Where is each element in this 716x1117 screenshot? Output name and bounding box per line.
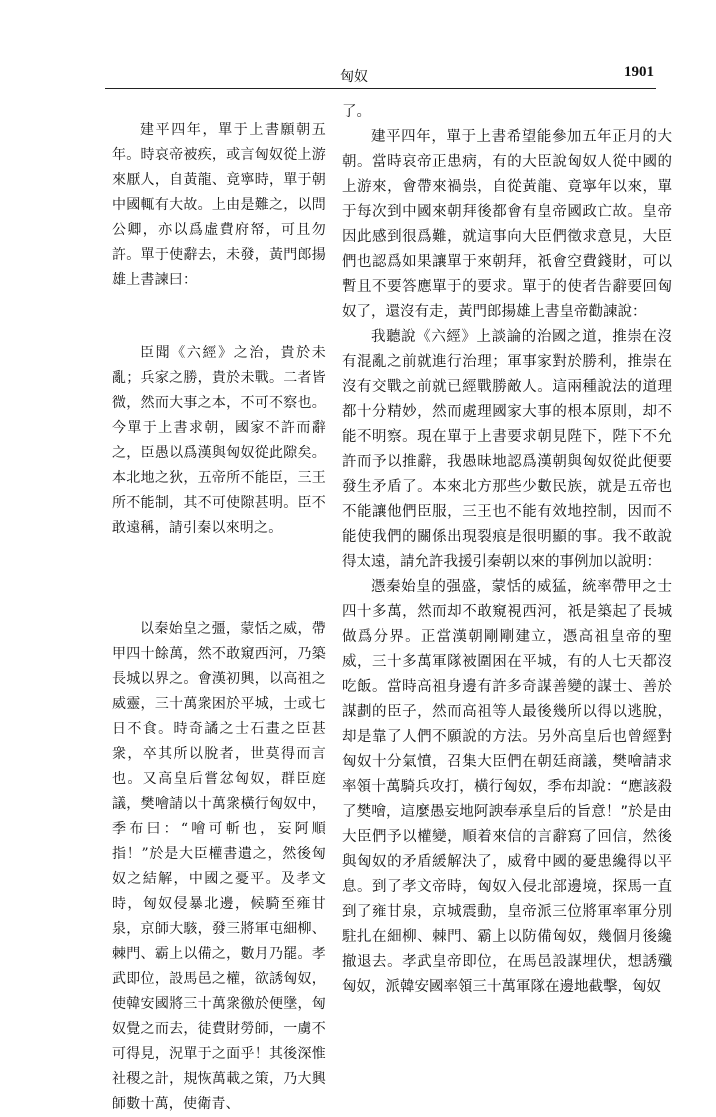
page-number: 1901 xyxy=(624,64,654,80)
running-head-title: 匈奴 xyxy=(340,69,368,85)
classical-text-column xyxy=(112,118,326,1117)
classical-paragraph-1: 建平四年，單于上書願朝五年。時哀帝被疾，或言匈奴從上游來厭人，自黃龍、竟寧時，單于朝中國輒有大故。上由是難之，以問公卿，亦以爲虛費府帑，可且勿許。單于使辭去，未發，黃門郎揚雄上書諫曰： xyxy=(112,122,326,288)
classical-paragraph-3: 以秦始皇之彊，蒙恬之威，帶甲四十餘萬，然不敢窺西河，乃築長城以界之。會漢初興，以高祖之威靈，三十萬衆困於平城，士或七日不食。時奇譎之士石畫之臣甚衆，卒其所以脫者，世莫得而言也。又高皇后嘗忿匈奴，群臣庭議，樊噲請以十萬衆橫行匈奴中，季布曰：“噲可斬也，妄阿順指！”於是大臣權書遺之，然後匈奴之結解，中國之憂平。及孝文時，匈奴侵暴北邊，候騎至雍甘泉，京師大駭，發三將軍屯細柳、棘門、霸上以備之，數月乃罷。孝武即位，設馬邑之權，欲誘匈奴，使韓安國將三十萬衆徼於便墬，匈奴覺之而去，徒費財勞師，一虜不可得見，況單于之面乎！其後深惟社稷之計，規恢萬載之策，乃大興師數十萬，使衛青、 xyxy=(112,621,326,1112)
translation-carryover: 了。 xyxy=(342,104,371,120)
classical-paragraph-2: 臣聞《六經》之治，貴於未亂；兵家之勝，貴於未戰。二者皆微，然而大事之本，不可不察也。今單于上書求朝，國家不許而辭之，臣愚以爲漢與匈奴從此隙矣。本北地之狄，五帝所不能臣，三王所不能制，其不可使隙甚明。臣不敢遠稱，請引秦以來明之。 xyxy=(112,345,326,536)
paragraph-spacer xyxy=(112,541,326,617)
translation-column xyxy=(342,100,672,1000)
translation-paragraph-3: 憑秦始皇的强盛，蒙恬的威猛，統率帶甲之士四十多萬，然而却不敢窺視西河，祇是築起了長城做爲分界。正當漢朝剛剛建立，憑高祖皇帝的聖威，三十多萬軍隊被圍困在平城，有的人七天都沒吃飯。當時高祖身邊有許多奇謀善變的謀士、善於謀劃的臣子，然而高祖等人最後幾所以得以逃脫，却是靠了人們不願說的方法。另外高皇后也曾經對匈奴十分氣憤，召集大臣們在朝廷商議，樊噲請求率領十萬騎兵攻打，橫行匈奴，季布却說：“應該殺了樊噲，這麼愚妄地阿諛奉承皇后的旨意！”於是由大臣們予以權變，順着來信的言辭寫了回信，然後與匈奴的矛盾緩解決了，威脅中國的憂患纔得以平息。到了孝文帝時，匈奴入侵北部邊境，探馬一直到了雍甘泉，京城震動，皇帝派三位將軍率軍分別駐扎在細柳、棘門、霸上以防備匈奴，幾個月後纔撤退去。孝武皇帝即位，在馬邑設謀埋伏，想誘殲匈奴，派韓安國率領三十萬軍隊在邊地截擊，匈奴 xyxy=(342,579,672,995)
translation-paragraph-2: 我聽說《六經》上談論的治國之道，推崇在沒有混亂之前就進行治理；軍事家對於勝利，推崇在沒有交戰之前就已經戰勝敵人。這兩種說法的道理都十分精妙，然而處理國家大事的根本原則，却不能不明察。現在單于上書要求朝見陛下，陛下不允許而予以推辭，我愚昧地認爲漢朝與匈奴從此便要發生矛盾了。本來北方那些少數民族，就是五帝也不能讓他們臣服，三王也不能有效地控制，因而不能使我們的關係出現裂痕是很明顯的事。我不敢說得太遠，請允許我援引秦朝以來的事例加以說明： xyxy=(342,329,672,570)
paragraph-spacer xyxy=(112,293,326,341)
translation-paragraph-1: 建平四年，單于上書希望能參加五年正月的大朝。當時哀帝正患病，有的大臣說匈奴人從中國的上游來，會帶來禍祟，自從黃龍、竟寧年以來，單于每次到中國來朝拜後都會有皇帝國政亡故。皇帝因此感到很爲難，就這事向大臣們徵求意見，大臣們也認爲如果讓單于來朝拜，祇會空費錢財，可以暫且不要答應單于的要求。單于的使者告辭要回匈奴了，還沒有走，黃門郎揚雄上書皇帝勸諫說： xyxy=(342,129,672,320)
header-rule xyxy=(105,88,656,89)
